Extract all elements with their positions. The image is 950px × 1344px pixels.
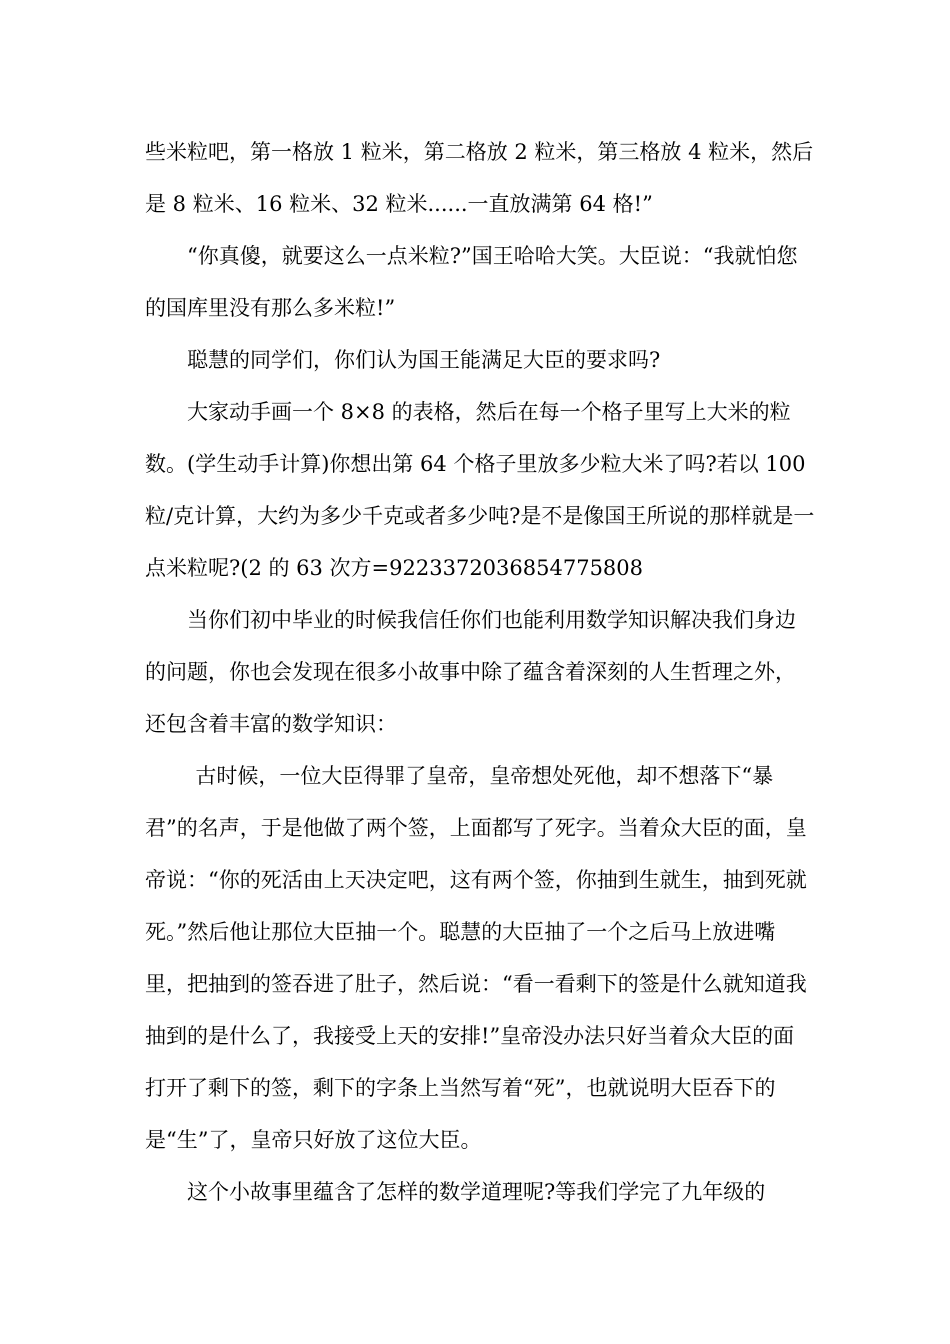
paragraph-question: 聪慧的同学们，你们认为国王能满足大臣的要求吗? (187, 348, 661, 372)
body-text (145, 126, 815, 1218)
paragraph-minister-story: 古时候，一位大臣得罪了皇帝，皇帝想处死他，却不想落下“暴君”的名声，于是他做了两个签，上面都写了死字。当着众大臣的面，皇帝说：“你的死活由上天决定吧，这有两个签，你抽到生就生，抽到死就死。”然后他让那位大臣抽一个。聪慧的大臣抽了一个之后马上放进嘴里，把抽到的签吞进了肚子，然后说：“看一看剩下的签是什么就知道我抽到的是什么了，我接受上天的安排!”皇帝没办法只好当着众大臣的面打开了剩下的签，剩下的字条上当然写着“死”，也就说明大臣吞下的是“生”了，皇帝只好放了这位大臣。 (145, 764, 807, 1152)
paragraph-math-reasoning: 这个小故事里蕴含了怎样的数学道理呢?等我们学完了九年级的 (187, 1180, 766, 1204)
paragraph-rice-continuation: 些米粒吧，第一格放 1 粒米，第二格放 2 粒米，第三格放 4 粒米，然后是 8 粒米、16 粒米、32 粒米......一直放满第 64 格!” (145, 140, 814, 216)
paragraph-king-laughs: “你真傻，就要这么一点米粒?”国王哈哈大笑。大臣说：“我就怕您的国库里没有那么多米粒!” (145, 244, 798, 320)
paragraph-math-knowledge: 当你们初中毕业的时候我信任你们也能利用数学知识解决我们身边的问题，你也会发现在很多小故事中除了蕴含着深刻的人生哲理之外，还包含着丰富的数学知识： (145, 608, 796, 736)
paragraph-grid-exercise: 大家动手画一个 8×8 的表格，然后在每一个格子里写上大米的粒数。(学生动手计算)你想出第 64 个格子里放多少粒大米了吗?若以 100 粒/克计算，大约为多少千克或者多少吨?是不是像国王所说的那样就是一点米粒呢?(2 的 63 次方=9223372036854775808 (145, 400, 815, 580)
